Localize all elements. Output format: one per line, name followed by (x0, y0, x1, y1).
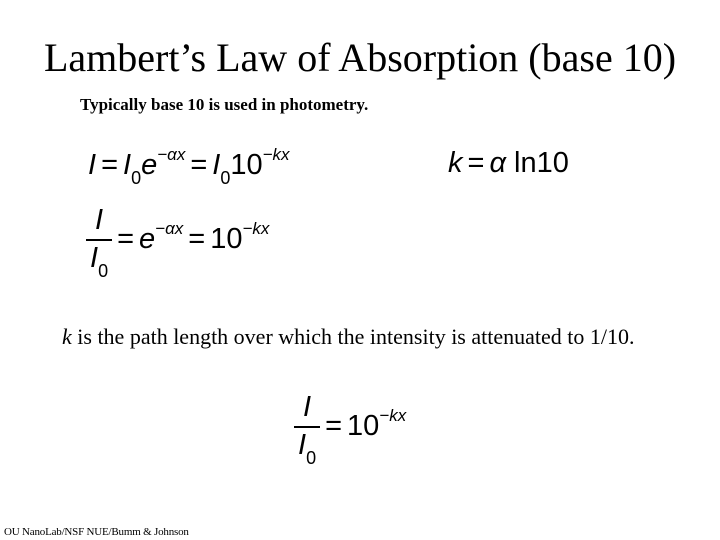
fraction-I-over-I0 (294, 390, 320, 468)
equals-sign: = (117, 223, 135, 256)
symbol-k: k (448, 147, 463, 179)
symbol-e: e (139, 223, 156, 256)
equation-k-definition (448, 146, 569, 180)
equals-sign: = (325, 410, 343, 443)
ln-operator: ln (514, 147, 537, 179)
symbol-I: I (88, 149, 97, 181)
k-description (62, 324, 634, 350)
equals-sign: = (467, 147, 485, 179)
exponent-alpha-x: −αx (157, 145, 186, 164)
description-text: is the path length over which the intensity is attenuated to 1/10. (71, 324, 635, 349)
subscript-zero: 0 (220, 168, 231, 188)
exponent-kx: −kx (242, 219, 270, 239)
equation-intensity (88, 145, 290, 188)
slide-title: Lambert’s Law of Absorption (base 10) (43, 35, 677, 80)
symbol-I0: I (123, 149, 132, 181)
base-ten: 10 (230, 149, 263, 181)
description-variable: k (62, 324, 72, 349)
fraction-numerator: I (95, 204, 104, 236)
ln-argument: 10 (536, 147, 569, 179)
base-ten: 10 (347, 410, 380, 443)
base-ten: 10 (210, 223, 243, 256)
equals-sign: = (101, 149, 118, 181)
fraction-I-over-I0 (86, 203, 112, 281)
fraction-denominator: $I_0$ (90, 242, 109, 281)
equals-sign: = (188, 223, 206, 256)
fraction-numerator: I (303, 391, 312, 423)
slide-footer: OU NanoLab/NSF NUE/Bumm & Johnson (4, 526, 189, 538)
subscript-zero: 0 (131, 168, 142, 188)
fraction-denominator: $I_0$ (298, 429, 317, 468)
slide-subtitle: Typically base 10 is used in photometry. (80, 95, 369, 114)
symbol-e: e (141, 149, 158, 181)
equation-ratio-base10 (294, 390, 407, 468)
equation-ratio (86, 203, 270, 281)
symbol-I0: I (212, 149, 221, 181)
exponent-kx: −kx (262, 145, 290, 164)
exponent-kx: −kx (379, 406, 407, 426)
symbol-alpha: α (489, 147, 506, 179)
equals-sign: = (190, 149, 208, 181)
exponent-alpha-x: −αx (155, 219, 184, 239)
